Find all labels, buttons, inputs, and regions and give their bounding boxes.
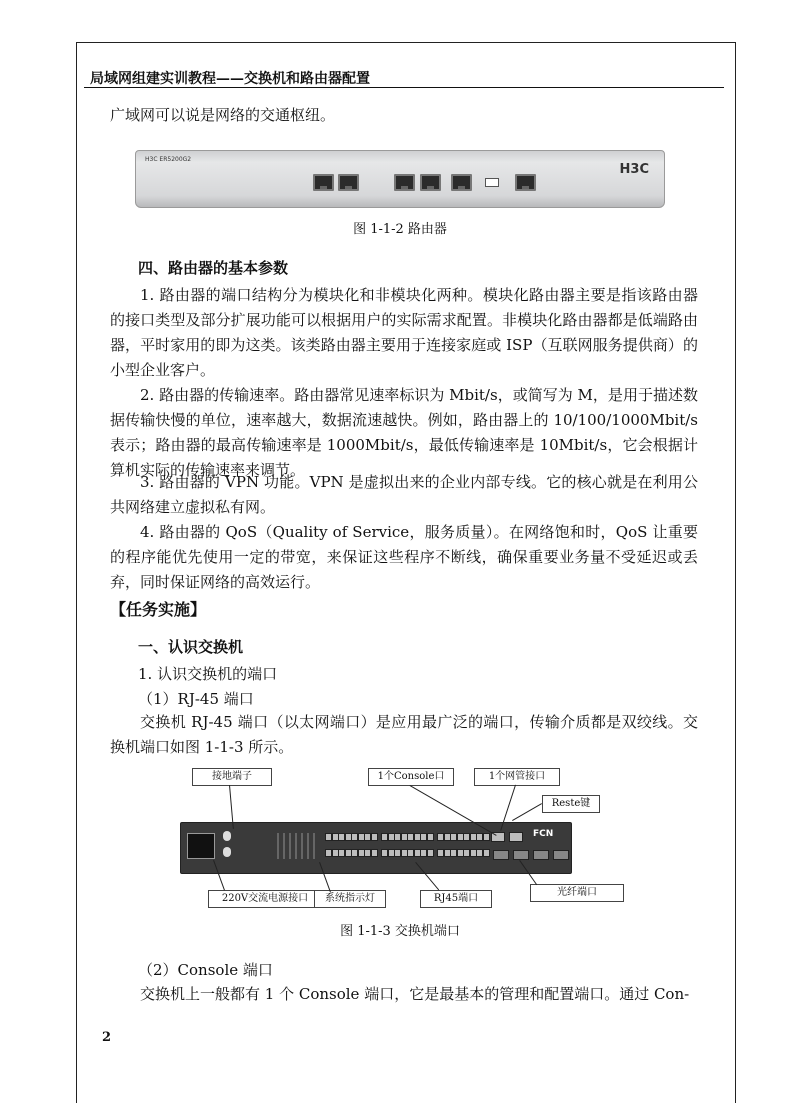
figure-caption: 图 1-1-3 交换机端口 <box>340 924 460 939</box>
header-rule <box>84 87 724 88</box>
callout-power: 220V交流电源接口 <box>208 890 322 908</box>
fiber-port <box>533 850 549 860</box>
rj45-port <box>427 833 434 841</box>
paragraph: 3. 路由器的 VPN 功能。VPN 是虚拟出来的企业内部专线。它的核心就是在利用公共网络建立虚拟私有网。 <box>110 473 698 516</box>
callout-fiber: 光纤端口 <box>530 884 624 902</box>
list-item: （2）Console 端口 <box>138 961 273 979</box>
router-port <box>420 174 441 191</box>
paragraph: 2. 路由器的传输速率。路由器常见速率标识为 Mbit/s，或简写为 M，是用于描述数据传输快慢的单位，速率越大，数据流速越快。例如，路由器上的 10/100/1000Mbit/s 表示；路由器的最高传输速率是 1000Mbit/s，最低传输速率是 10Mbit/s，它会根据计算机实际的传输速率来调节。 <box>110 386 698 479</box>
switch-diagram <box>180 768 630 908</box>
intro-tail-text: 广域网可以说是网络的交通枢纽。 <box>110 106 336 124</box>
router-port <box>394 174 415 191</box>
ground-terminal <box>223 831 231 841</box>
paragraph: 4. 路由器的 QoS（Quality of Service，服务质量）。在网络饱和时，QoS 让重要的程序能优先使用一定的带宽，来保证这些程序不断线，确保重要业务量不受延迟或丢弃，同时保证网络的高效运行。 <box>110 523 698 591</box>
callout-reset: Reste键 <box>542 795 600 813</box>
list-item: 1. 认识交换机的端口 <box>138 665 278 683</box>
rj45-port <box>371 849 378 857</box>
router-model-label: H3C ER5200G2 <box>145 156 192 163</box>
task-heading: 【任务实施】 <box>110 600 207 619</box>
mgmt-port <box>509 832 523 842</box>
callout-led: 系统指示灯 <box>314 890 386 908</box>
list-item: （1）RJ-45 端口 <box>138 690 254 708</box>
callout-rj45: RJ45端口 <box>420 890 492 908</box>
router-console-port <box>515 174 536 191</box>
running-header: 局域网组建实训教程——交换机和路由器配置 <box>90 71 370 87</box>
paragraph: 交换机 RJ-45 端口（以太网端口）是应用最广泛的端口，传输介质都是双绞线。交换机端口如图 1-1-3 所示。 <box>110 713 698 756</box>
rj45-port <box>483 849 490 857</box>
router-image <box>135 150 663 210</box>
power-socket <box>187 833 215 859</box>
rj45-port <box>483 833 490 841</box>
rj45-port <box>427 849 434 857</box>
page-number: 2 <box>102 1030 112 1045</box>
usb-port <box>485 178 499 187</box>
subsection-heading: 一、认识交换机 <box>138 638 244 656</box>
leader-line <box>512 803 542 821</box>
fiber-port <box>513 850 529 860</box>
router-port <box>338 174 359 191</box>
router-port <box>451 174 472 191</box>
paragraph: 交换机上一般都有 1 个 Console 端口，它是最基本的管理和配置端口。通过 Con- <box>140 985 690 1003</box>
callout-mgmt: 1个网管接口 <box>474 768 560 786</box>
callout-ground: 接地端子 <box>192 768 272 786</box>
section-heading: 四、路由器的基本参数 <box>138 259 289 277</box>
figure-caption: 图 1-1-2 路由器 <box>353 222 447 237</box>
switch-body <box>180 822 572 874</box>
status-leds <box>277 833 317 859</box>
ground-terminal <box>223 847 231 857</box>
rj45-port <box>371 833 378 841</box>
fiber-port <box>553 850 569 860</box>
router-brand-logo: H3C <box>619 162 649 177</box>
callout-console: 1个Console口 <box>368 768 454 786</box>
paragraph: 1. 路由器的端口结构分为模块化和非模块化两种。模块化路由器主要是指该路由器的接口类型及部分扩展功能可以根据用户的实际需求配置。非模块化路由器都是低端路由器，平时家用的即为这类。该类路由器主要用于连接家庭或 ISP（互联网服务提供商）的小型企业客户。 <box>110 286 698 379</box>
switch-logo: FCN <box>533 829 554 839</box>
router-port <box>313 174 334 191</box>
fiber-port <box>493 850 509 860</box>
